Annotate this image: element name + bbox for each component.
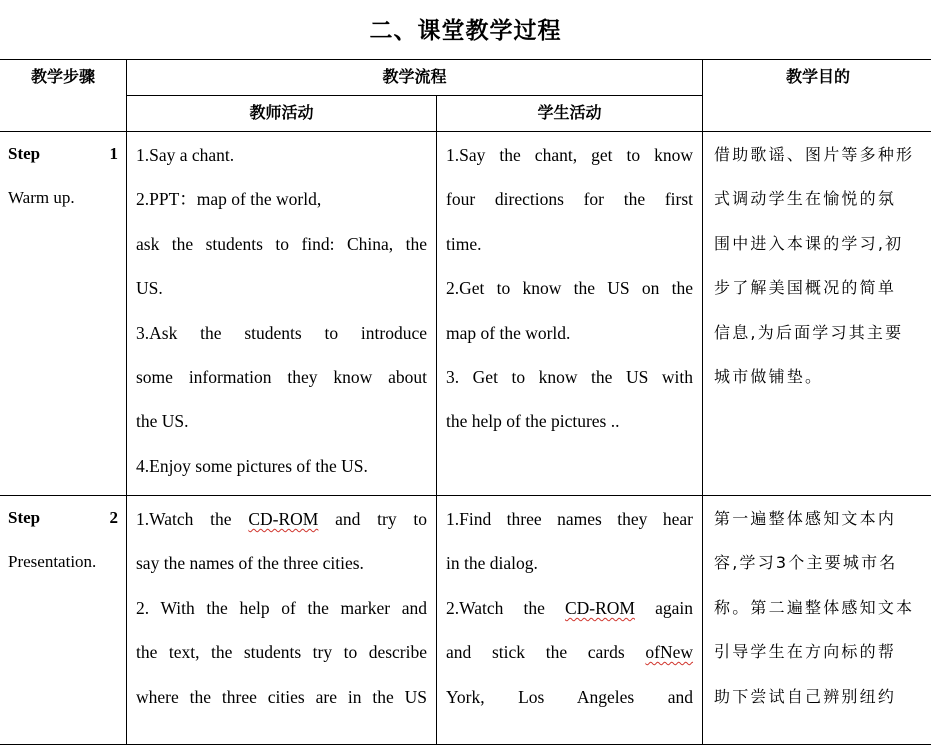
student-line: 3. Get to know the US with bbox=[446, 367, 694, 388]
student-line: four directions for the first bbox=[446, 189, 694, 210]
text-run: 2.Watch the bbox=[446, 597, 565, 618]
purpose-line: 步了解美国概况的简单 bbox=[714, 278, 897, 298]
teacher-line: the text, the students try to describe bbox=[136, 642, 427, 663]
spellcheck-word: CD-ROM bbox=[564, 597, 635, 618]
student-line: York, Los Angeles and bbox=[446, 686, 694, 707]
step-number: 2 bbox=[109, 508, 118, 527]
step-name: Presentation. bbox=[8, 552, 97, 571]
step-cell bbox=[0, 132, 127, 496]
lesson-process-table bbox=[0, 59, 931, 745]
purpose-line: 称。第二遍整体感知文本 bbox=[714, 597, 915, 617]
student-line: the help of the pictures .. bbox=[446, 411, 620, 432]
teacher-line: say the names of the three cities. bbox=[136, 553, 364, 574]
step-name: Warm up. bbox=[8, 188, 75, 207]
table-row bbox=[0, 132, 931, 496]
teacher-line: where the three cities are in the US bbox=[136, 686, 427, 707]
step-label: Step bbox=[8, 508, 41, 527]
purpose-line: 信息,为后面学习其主要 bbox=[714, 322, 904, 342]
purpose-line: 第一遍整体感知文本内 bbox=[714, 509, 897, 528]
purpose-cell bbox=[703, 496, 931, 745]
student-line: 1.Find three names they hear bbox=[446, 509, 694, 529]
text-run: and stick the cards bbox=[446, 642, 646, 663]
teacher-line: 2. With the help of the marker and bbox=[136, 597, 427, 618]
purpose-line: 式调动学生在愉悦的氛 bbox=[714, 189, 897, 209]
teacher-line: 1.Say a chant. bbox=[136, 145, 235, 165]
table-row bbox=[0, 496, 931, 745]
teacher-activity-cell bbox=[127, 496, 437, 745]
spellcheck-word: CD-ROM bbox=[248, 509, 319, 529]
teacher-line: some information they know about bbox=[136, 367, 427, 388]
purpose-cell bbox=[703, 132, 931, 496]
header-steps: 教学步骤 bbox=[0, 60, 127, 132]
student-line bbox=[446, 630, 693, 674]
step-heading bbox=[8, 504, 118, 532]
teacher-line: US. bbox=[136, 278, 163, 299]
teacher-line bbox=[136, 497, 427, 541]
header-purpose: 教学目的 bbox=[703, 60, 931, 132]
student-line: in the dialog. bbox=[446, 553, 538, 574]
header-process: 教学流程 bbox=[127, 60, 703, 96]
student-line: 1.Say the chant, get to know bbox=[446, 145, 694, 165]
purpose-line: 城市做铺垫。 bbox=[714, 367, 824, 387]
step-heading bbox=[8, 140, 118, 168]
student-line bbox=[446, 586, 693, 630]
purpose-line: 助下尝试自己辨别纽约 bbox=[714, 686, 897, 706]
teacher-line: 3.Ask the students to introduce bbox=[136, 322, 427, 343]
header-teacher-activity: 教师活动 bbox=[127, 96, 437, 132]
purpose-line: 引导学生在方向标的帮 bbox=[714, 642, 897, 662]
teacher-line: the US. bbox=[136, 411, 189, 432]
purpose-line: 借助歌谣、图片等多种形 bbox=[714, 145, 915, 164]
student-activity-cell bbox=[437, 496, 703, 745]
step-number: 1 bbox=[109, 144, 118, 163]
spellcheck-word: ofNew bbox=[645, 642, 694, 663]
student-line: time. bbox=[446, 233, 482, 254]
teacher-line: 2.PPT：map of the world, bbox=[136, 189, 322, 210]
step-label: Step bbox=[8, 144, 41, 163]
text-run: and try to bbox=[318, 509, 427, 529]
student-line: 2.Get to know the US on the bbox=[446, 278, 694, 299]
purpose-line: 围中进入本课的学习,初 bbox=[714, 233, 904, 253]
student-line: map of the world. bbox=[446, 322, 571, 343]
text-run: again bbox=[635, 597, 694, 618]
teacher-line: 4.Enjoy some pictures of the US. bbox=[136, 455, 368, 476]
step-cell bbox=[0, 496, 127, 745]
purpose-line: 容,学习3个主要城市名 bbox=[714, 553, 898, 573]
teacher-activity-cell bbox=[127, 132, 437, 496]
header-student-activity: 学生活动 bbox=[437, 96, 703, 132]
student-activity-cell bbox=[437, 132, 703, 496]
text-run: 1.Watch the bbox=[136, 509, 249, 529]
page-title: 二、课堂教学过程 bbox=[369, 17, 562, 44]
teacher-line: ask the students to find: China, the bbox=[136, 233, 427, 254]
